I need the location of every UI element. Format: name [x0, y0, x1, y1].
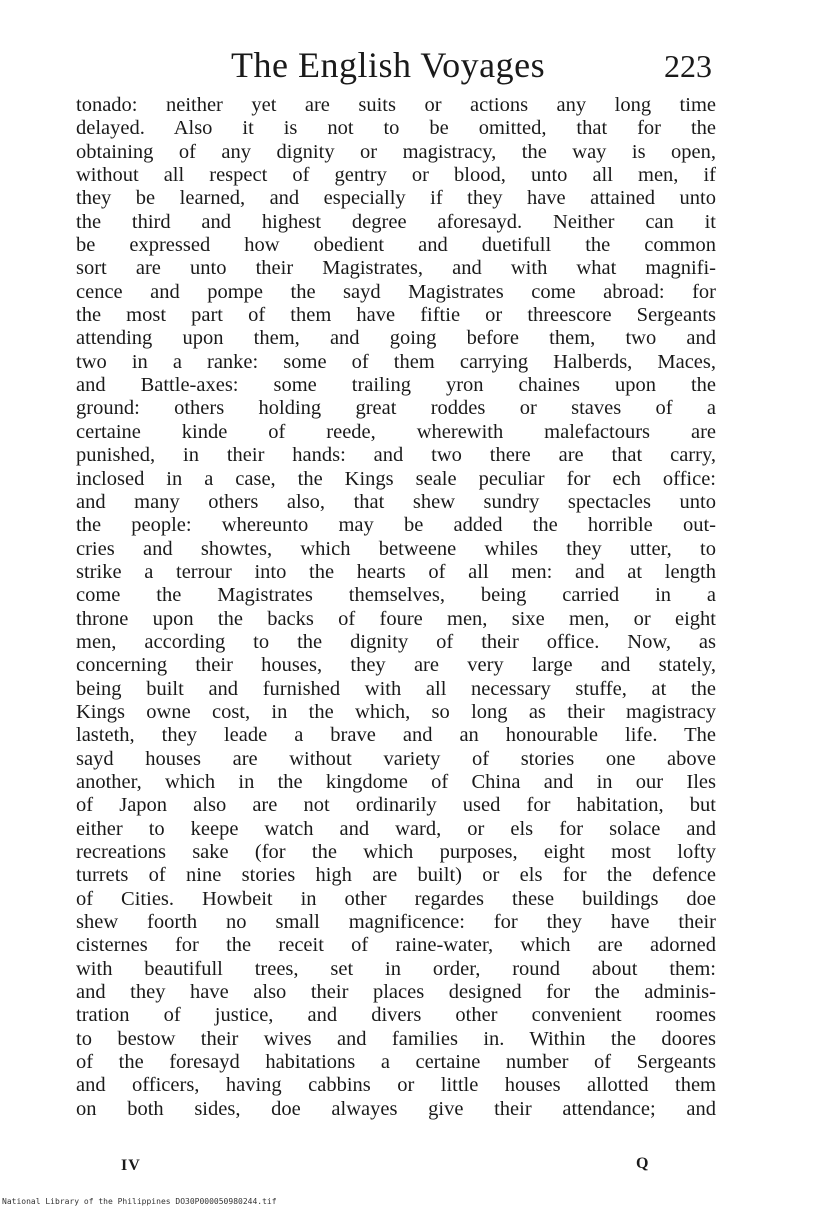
text-line: men, according to the dignity of their office. Now, as [76, 630, 716, 653]
text-line: two in a ranke: some of them carrying Halberds, Maces, [76, 350, 716, 373]
text-line: and Battle-axes: some trailing yron chaines upon the [76, 374, 716, 397]
text-line: of the foresayd habitations a certaine number of Sergeants [76, 1051, 716, 1074]
text-line: they be learned, and especially if they have attained unto [76, 187, 716, 210]
text-line: the people: whereunto may be added the horrible out- [76, 514, 716, 537]
text-line: tonado: neither yet are suits or actions any long time [76, 94, 716, 116]
text-line: either to keepe watch and ward, or els for solace and [76, 817, 716, 840]
text-line: turrets of nine stories high are built) or els for the defence [76, 864, 716, 887]
text-line: being built and furnished with all necessary stuffe, at the [76, 677, 716, 700]
text-line: and they have also their places designed for the adminis- [76, 981, 716, 1004]
body-text [76, 94, 716, 1121]
text-line: the most part of them have fiftie or threescore Sergeants [76, 304, 716, 327]
text-line: with beautifull trees, set in order, round about them: [76, 957, 716, 980]
text-line: and officers, having cabbins or little houses allotted them [76, 1074, 716, 1097]
running-head [76, 44, 716, 94]
text-line: delayed. Also it is not to be omitted, that for the [76, 117, 716, 140]
text-line: ground: others holding great roddes or staves of a [76, 397, 716, 420]
text-line: to bestow their wives and families in. Within the doores [76, 1027, 716, 1050]
text-line: without all respect of gentry or blood, unto all men, if [76, 164, 716, 187]
text-line: obtaining of any dignity or magistracy, the way is open, [76, 140, 716, 163]
text-line: and many others also, that shew sundry spectacles unto [76, 490, 716, 513]
text-line: cisternes for the receit of raine-water, which are adorned [76, 934, 716, 957]
text-line: sort are unto their Magistrates, and with what magnifi- [76, 257, 716, 280]
text-line: on both sides, doe alwayes give their attendance; and [76, 1097, 716, 1120]
text-line: sayd houses are without variety of stories one above [76, 747, 716, 770]
signature-mark: IV [121, 1157, 141, 1174]
text-line: tration of justice, and divers other convenient roomes [76, 1004, 716, 1027]
running-title: The English Voyages [231, 45, 546, 85]
text-line: attending upon them, and going before them, two and [76, 327, 716, 350]
text-line: be expressed how obedient and duetifull the common [76, 234, 716, 257]
text-line: of Japon also are not ordinarily used for habitation, but [76, 794, 716, 817]
text-line: throne upon the backs of foure men, sixe men, or eight [76, 607, 716, 630]
text-line: strike a terrour into the hearts of all men: and at length [76, 560, 716, 583]
text-line: of Cities. Howbeit in other regardes these buildings doe [76, 887, 716, 910]
text-line: certaine kinde of reede, wherewith malefactours are [76, 420, 716, 443]
text-line: punished, in their hands: and two there are that carry, [76, 444, 716, 467]
scan-label: National Library of the Philippines DO30P000050980244.tif [2, 1197, 277, 1206]
text-line: Kings owne cost, in the which, so long as their magistracy [76, 700, 716, 723]
text-line: concerning their houses, they are very large and stately, [76, 654, 716, 677]
text-line: another, which in the kingdome of China and in our Iles [76, 770, 716, 793]
text-line: lasteth, they leade a brave and an honourable life. The [76, 724, 716, 747]
catchword: Q [636, 1155, 649, 1172]
text-line: inclosed in a case, the Kings seale peculiar for ech office: [76, 467, 716, 490]
text-line: come the Magistrates themselves, being carried in a [76, 584, 716, 607]
text-line: recreations sake (for the which purposes, eight most lofty [76, 841, 716, 863]
text-line: cence and pompe the sayd Magistrates come abroad: for [76, 280, 716, 303]
text-line: cries and showtes, which betweene whiles they utter, to [76, 537, 716, 560]
text-line: shew foorth no small magnificence: for they have their [76, 911, 716, 934]
page-number: 223 [664, 48, 712, 84]
text-line: the third and highest degree aforesayd. Neither can it [76, 210, 716, 233]
